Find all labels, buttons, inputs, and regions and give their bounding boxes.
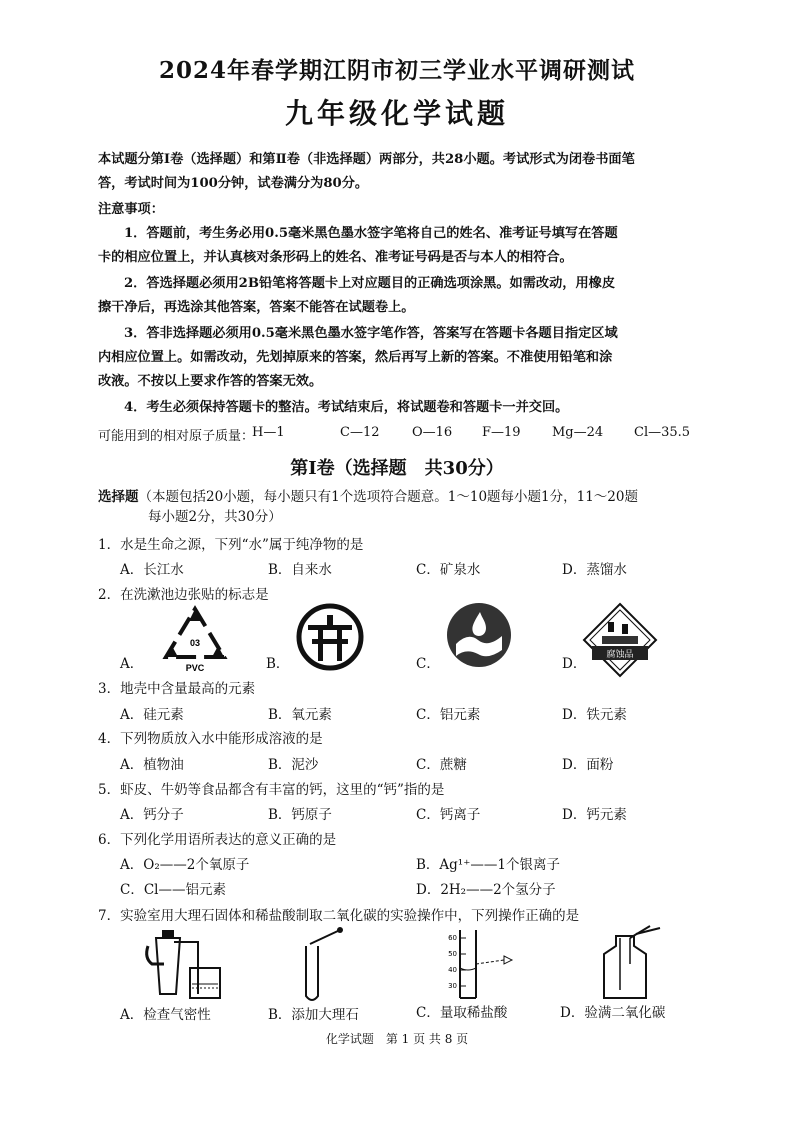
q5-option-d: D．钙元素 [562,807,627,823]
recycle-code: PVC [185,663,205,673]
cyl-tick-50: 50 [448,950,457,958]
q1-stem: 1．水是生命之源，下列“水”属于纯净物的是 [98,537,364,553]
recycle-number: 03 [189,638,201,648]
q6-option-a: A．O₂——2个氧原子 [120,857,250,873]
q7-option-a: A．检查气密性 [120,1007,211,1023]
section-title: 第Ⅰ卷（选择题 共30分） [290,458,504,479]
q5-option-a: A．钙分子 [120,807,184,823]
notice-2a: 2．答选择题必须用2B铅笔将答题卡上对应题目的正确选项涂黑。如需改动，用橡皮 [124,276,616,291]
atomic-mass-f: F—19 [482,425,521,440]
section-desc-row [98,485,638,505]
cyl-tick-60: 60 [448,934,457,942]
q7-stem: 7．实验室用大理石固体和稀盐酸制取二氧化碳的实验操作中，下列操作正确的是 [98,908,580,924]
intro-line-1: 本试题分第Ⅰ卷（选择题）和第Ⅱ卷（非选择题）两部分，共28小题。考试形式为闭卷书面笔 [98,152,635,167]
q4-stem: 4．下列物质放入水中能形成溶液的是 [98,731,323,747]
q6-option-b: B．Ag¹⁺——1个银离子 [416,857,560,873]
q3-option-b: B．氧元素 [268,707,332,723]
q5-option-b: B．钙原子 [268,807,332,823]
q3-option-a: A．硅元素 [120,707,184,723]
q1-option-d: D．蒸馏水 [562,562,627,578]
q6-option-d: D．2H₂——2个氢分子 [416,882,556,898]
q2-option-b: B． [266,656,290,672]
intro-line-2: 答，考试时间为100分钟，试卷满分为80分。 [98,176,369,191]
notice-2b: 擦干净后，再选涂其他答案，答案不能答在试题卷上。 [98,300,415,315]
q4-option-d: D．面粉 [562,757,614,773]
section-desc-1: （本题包括20小题，每小题只有1个选项符合题意。1～10题每小题1分，11～20题 [138,489,638,505]
q7-option-b: B．添加大理石 [268,1007,359,1023]
atomic-mass-mg: Mg—24 [552,425,604,440]
exam-subtitle: 九年级化学试题 [284,97,509,130]
notice-title: 注意事项： [98,202,164,217]
q7-option-c: C．量取稀盐酸 [416,1005,508,1021]
atomic-mass-o: O—16 [412,425,453,440]
q1-option-b: B．自来水 [268,562,332,578]
water-drop-sign-icon [444,600,514,670]
q2-option-c: C． [416,656,440,672]
q1-option-a: A．长江水 [120,562,184,578]
airtightness-check-icon [138,924,238,1004]
notice-3a: 3．答非选择题必须用0.5毫米黑色墨水签字笔作答，答案写在答题卡各题目指定区域 [124,326,618,341]
water-saving-sign-icon [296,603,364,671]
graduated-cylinder-icon [440,926,530,1002]
q2-option-d: D． [562,656,587,672]
gas-bottle-splint-icon [590,924,670,1004]
atomic-mass-label: 可能用到的相对原子质量： [98,429,255,444]
cyl-tick-40: 40 [448,966,457,974]
q3-stem: 3．地壳中含量最高的元素 [98,681,256,697]
exam-title: 2024年春学期江阴市初三学业水平调研测试 [158,57,635,84]
corrosive-label: 腐蚀品 [606,650,634,660]
section-desc-2: 每小题2分，共30分） [148,509,282,525]
notice-4: 4．考生必须保持答题卡的整洁。考试结束后，将试题卷和答题卡一并交回。 [124,400,569,415]
notice-3b: 内相应位置上。如需改动，先划掉原来的答案，然后再写上新的答案。不准使用铅笔和涂 [98,350,613,365]
atomic-mass-h: H—1 [252,425,285,440]
cyl-tick-30: 30 [448,982,457,990]
q2-stem: 2．在洗漱池边张贴的标志是 [98,587,269,603]
q2-option-a: A． [120,656,144,672]
q4-option-c: C．蔗糖 [416,757,467,773]
notice-3c: 改液。不按以上要求作答的答案无效。 [98,374,323,389]
q5-option-c: C．钙离子 [416,807,481,823]
section-desc-label: 选择题 [98,489,139,505]
corrosive-sign-icon [582,602,658,678]
q5-stem: 5．虾皮、牛奶等食品都含有丰富的钙，这里的“钙”指的是 [98,782,445,798]
notice-1b: 卡的相应位置上，并认真核对条形码上的姓名、准考证号码是否与本人的相符合。 [98,250,573,265]
q6-stem: 6．下列化学用语所表达的意义正确的是 [98,832,337,848]
q7-option-d: D．验满二氧化碳 [560,1005,666,1021]
q3-option-d: D．铁元素 [562,707,627,723]
notice-1a: 1．答题前，考生务必用0.5毫米黑色墨水签字笔将自己的姓名、准考证号填写在答题 [124,226,618,241]
q3-option-c: C．铝元素 [416,707,481,723]
q4-option-b: B．泥沙 [268,757,319,773]
page-footer: 化学试题 第 1 页 共 8 页 [325,1032,469,1046]
atomic-mass-cl: Cl—35.5 [634,425,691,440]
test-tube-icon [296,926,356,1006]
recycle-pvc-icon [160,603,230,673]
q6-option-c: C．Cl——铝元素 [120,882,226,898]
q1-option-c: C．矿泉水 [416,562,481,578]
q4-option-a: A．植物油 [120,757,184,773]
atomic-mass-c: C—12 [340,425,380,440]
